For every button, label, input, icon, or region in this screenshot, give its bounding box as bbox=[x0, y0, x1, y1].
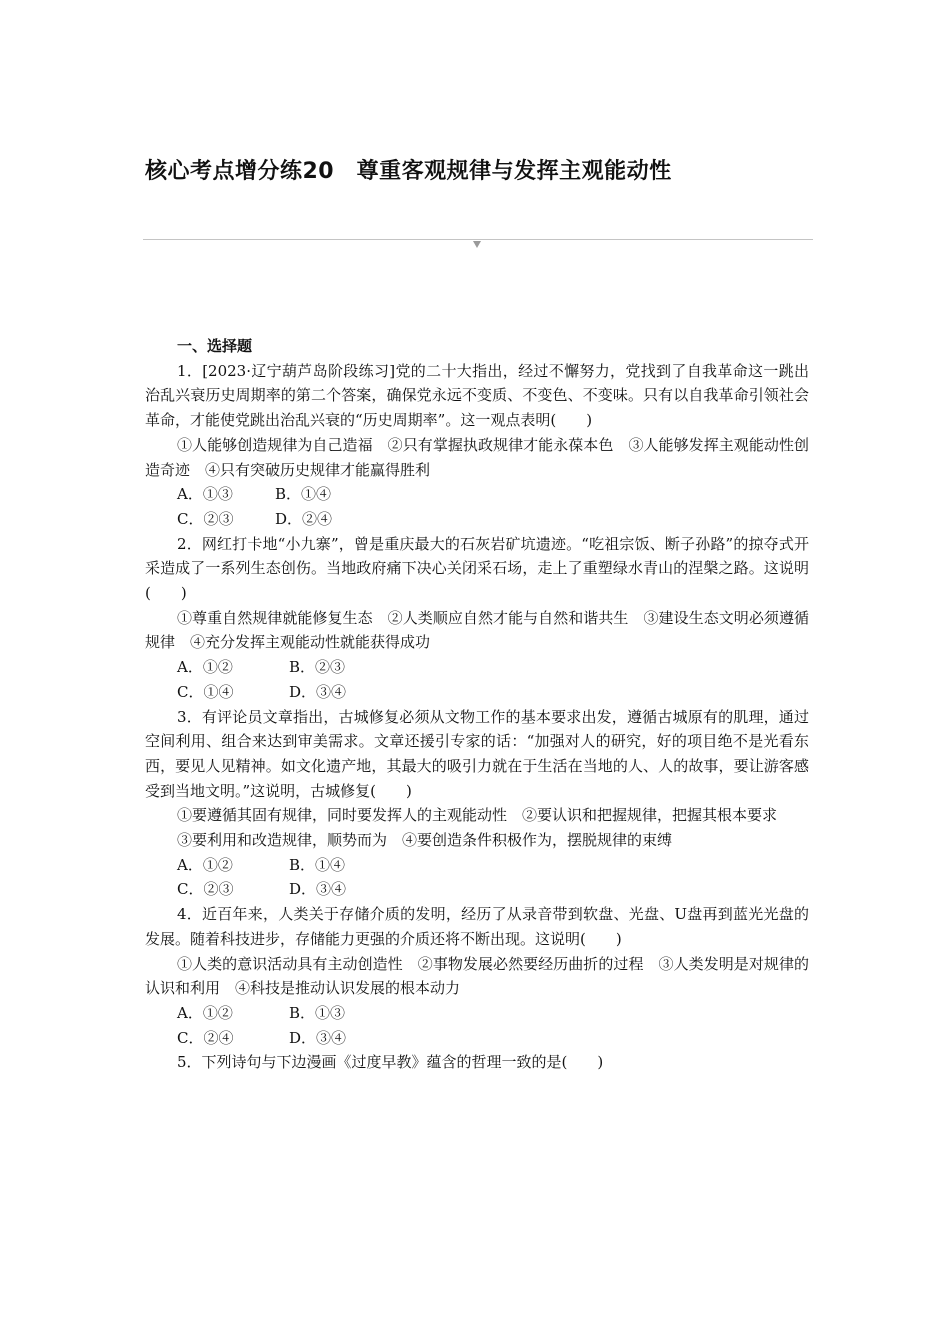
page-title: 核心考点增分练20 尊重客观规律与发挥主观能动性 bbox=[145, 159, 672, 184]
question-4-options-row-1 bbox=[145, 1001, 809, 1026]
question-4-options-row-2 bbox=[145, 1026, 809, 1051]
option-d: D．③④ bbox=[289, 880, 347, 899]
question-2-statements: ①尊重自然规律就能修复生态 ②人类顺应自然才能与自然和谐共生 ③建设生态文明必须遵循规律 ④充分发挥主观能动性就能获得成功 bbox=[145, 608, 809, 652]
option-d: D．③④ bbox=[289, 682, 347, 701]
option-b: B．②③ bbox=[289, 658, 346, 677]
question-2-options-row-2 bbox=[145, 680, 809, 705]
question-3-stem: 3．有评论员文章指出，古城修复必须从文物工作的基本要求出发，遵循古城原有的肌理，通过空间利用、组合来达到审美需求。文章还援引专家的话：“加强对人的研究，好的项目绝不是光看东西，要见人见精神。如文化遗产地，其最大的吸引力就在于生活在当地的人、人的故事，要让游客感受到当地文明。”这说明，古城修复( ) bbox=[145, 707, 809, 800]
question-2-stem: 2．网红打卡地“小九寨”，曾是重庆最大的石灰岩矿坑遗迹。“吃祖宗饭、断子孙路”的掠夺式开采造成了一系列生态创伤。当地政府痛下决心关闭采石场，走上了重塑绿水青山的涅槃之路。这说明( ) bbox=[145, 534, 809, 603]
option-c: C．②③ bbox=[177, 509, 234, 528]
question-3-options-row-2 bbox=[145, 877, 809, 902]
option-c: C．②④ bbox=[177, 1028, 234, 1047]
question-4-stem: 4．近百年来，人类关于存储介质的发明，经历了从录音带到软盘、光盘、U盘再到蓝光光盘的发展。随着科技进步，存储能力更强的介质还将不断出现。这说明( ) bbox=[145, 905, 809, 948]
question-1-options-row-1 bbox=[145, 482, 809, 507]
question-3-options-row-1 bbox=[145, 853, 809, 878]
option-b: B．①③ bbox=[289, 1003, 346, 1022]
option-a: A．①② bbox=[177, 855, 233, 874]
question-1-statements: ①人能够创造规律为自己造福 ②只有掌握执政规律才能永葆本色 ③人能够发挥主观能动性创造奇迹 ④只有突破历史规律才能赢得胜利 bbox=[145, 435, 809, 479]
divider-triangle-icon bbox=[473, 241, 481, 248]
option-c: C．①④ bbox=[177, 682, 234, 701]
option-a: A．①③ bbox=[177, 485, 233, 504]
option-b: B．①④ bbox=[289, 855, 346, 874]
question-3-statements-1: ①要遵循其固有规律，同时要发挥人的主观能动性 ②要认识和把握规律，把握其根本要求 bbox=[177, 806, 778, 825]
question-1-stem: 1．[2023·辽宁葫芦岛阶段练习]党的二十大指出，经过不懈努力，党找到了自我革命这一跳出治乱兴衰历史周期率的第二个答案，确保党永远不变质、不变色、不变味。只有以自我革命引领社会革命，才能使党跳出治乱兴衰的“历史周期率”。这一观点表明( ) bbox=[145, 361, 809, 430]
question-2-options-row-1 bbox=[145, 655, 809, 680]
question-4-statements: ①人类的意识活动具有主动创造性 ②事物发展必然要经历曲折的过程 ③人类发明是对规律的认识和利用 ④科技是推动认识发展的根本动力 bbox=[145, 954, 809, 998]
option-b: B．①④ bbox=[275, 485, 332, 504]
question-3-statements-2: ③要利用和改造规律，顺势而为 ④要创造条件积极作为，摆脱规律的束缚 bbox=[177, 831, 673, 850]
question-5-stem: 5．下列诗句与下边漫画《过度早教》蕴含的哲理一致的是( ) bbox=[177, 1053, 604, 1072]
option-a: A．①② bbox=[177, 1003, 233, 1022]
option-a: A．①② bbox=[177, 658, 233, 677]
option-d: D．③④ bbox=[289, 1028, 347, 1047]
question-1-options-row-2 bbox=[145, 507, 809, 532]
option-c: C．②③ bbox=[177, 880, 234, 899]
section-heading: 一、选择题 bbox=[177, 337, 253, 355]
title-divider bbox=[143, 239, 813, 240]
exercise-content bbox=[145, 334, 809, 1075]
option-d: D．②④ bbox=[275, 509, 333, 528]
